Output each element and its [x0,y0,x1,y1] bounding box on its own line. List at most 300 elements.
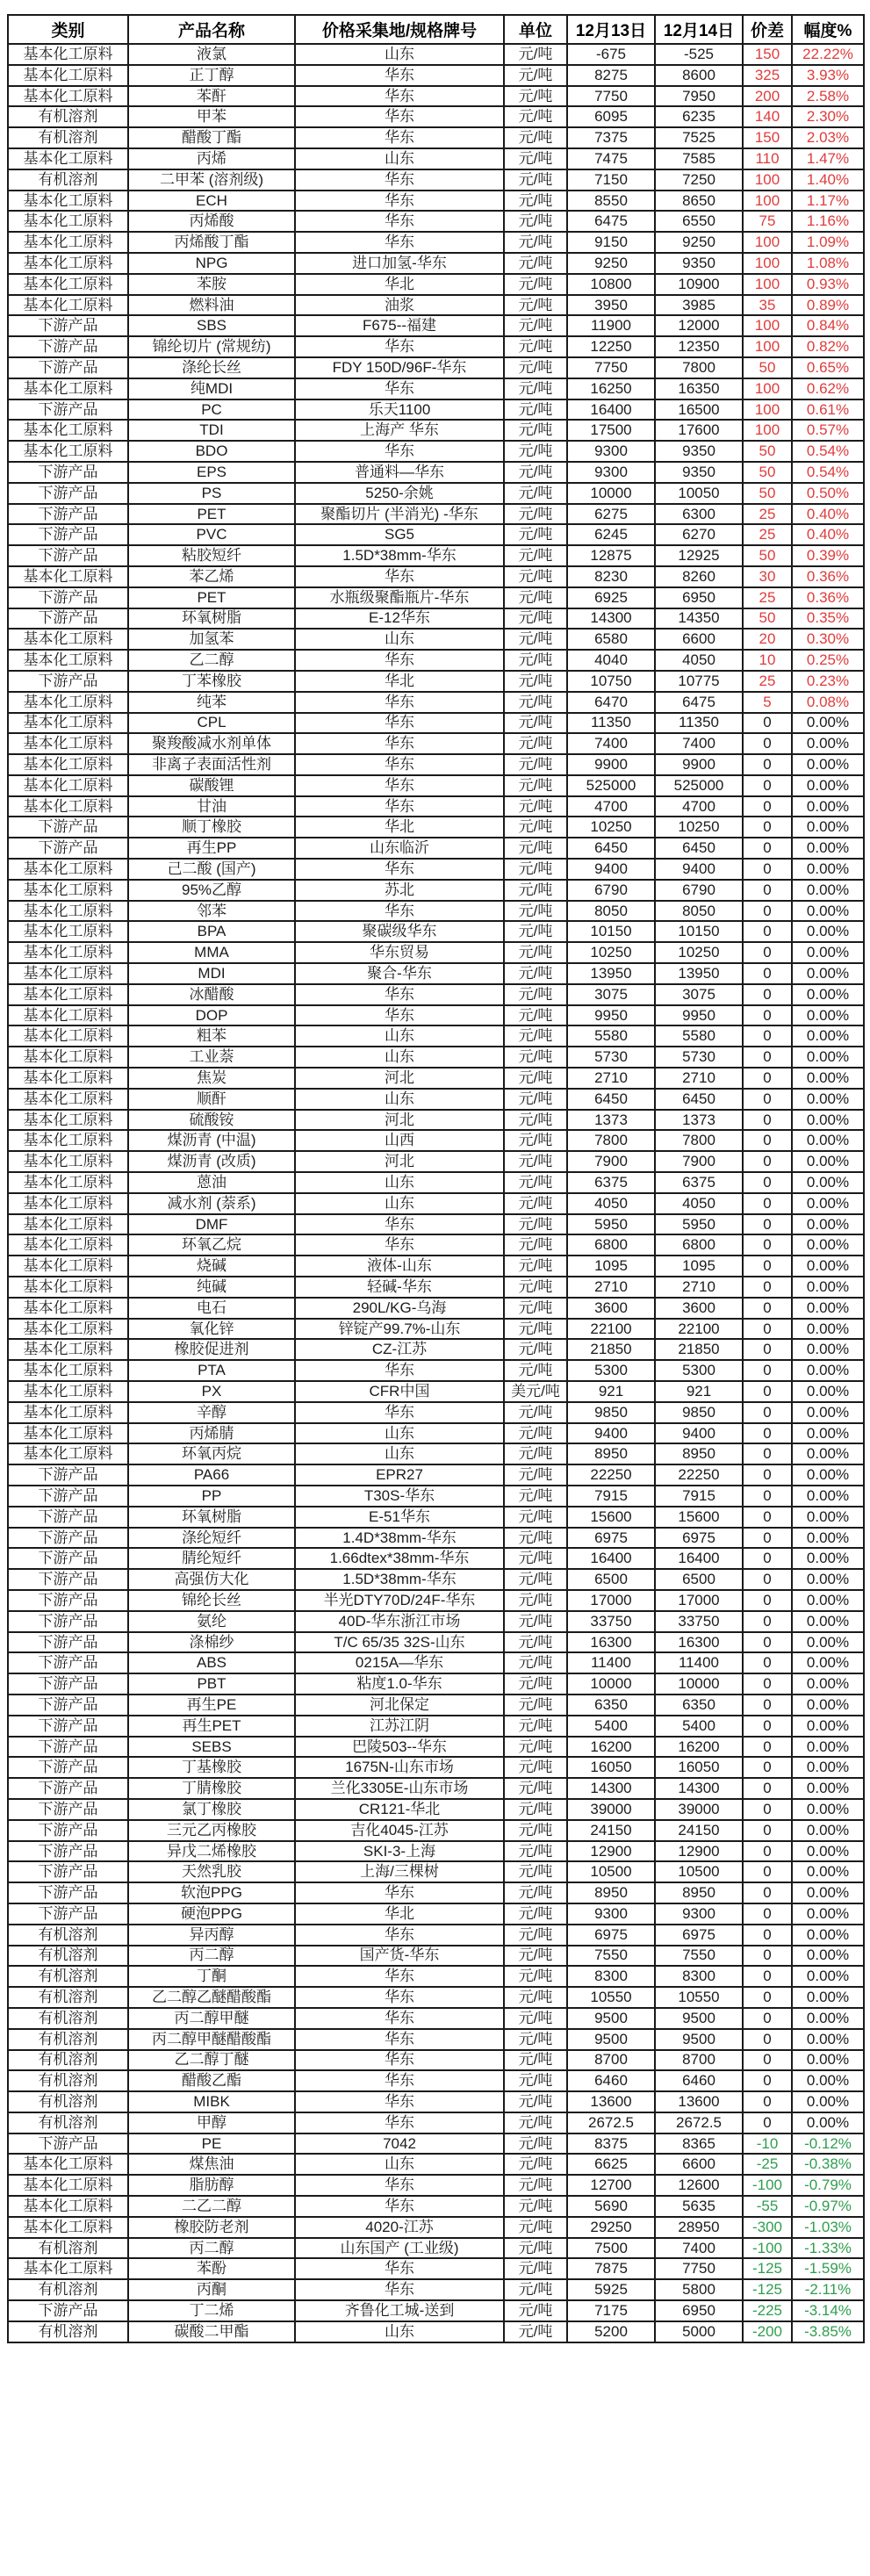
cell-product: 丙烯腈 [128,1423,295,1444]
cell-price-dec13: 6925 [567,587,655,608]
cell-unit: 元/吨 [504,713,567,734]
cell-diff: 0 [743,1778,792,1799]
cell-price-dec13: 6975 [567,1528,655,1549]
cell-unit: 元/吨 [504,357,567,378]
cell-change-pct: 0.00% [792,1193,864,1214]
cell-price-dec14: 10550 [655,1987,743,2008]
cell-change-pct: 0.61% [792,399,864,421]
cell-product: 涤纶长丝 [128,357,295,378]
table-row [8,1339,864,1360]
cell-change-pct: 0.93% [792,274,864,295]
cell-unit: 元/吨 [504,44,567,65]
table-row [8,566,864,587]
table-row [8,1130,864,1151]
cell-price-dec14: 7525 [655,127,743,148]
cell-diff: 0 [743,1632,792,1653]
cell-price-dec13: 7750 [567,86,655,107]
header-category: 类别 [8,15,128,44]
cell-spec: 华东 [295,378,504,399]
cell-change-pct: 0.00% [792,1882,864,1903]
cell-category: 基本化工原料 [8,86,128,107]
cell-spec: 山东国产 (工业级) [295,2238,504,2259]
cell-product: 三元乙丙橡胶 [128,1820,295,1841]
cell-price-dec13: 2710 [567,1277,655,1298]
cell-price-dec13: 9150 [567,232,655,253]
cell-diff: -200 [743,2321,792,2342]
cell-change-pct: -3.14% [792,2300,864,2321]
cell-price-dec13: 9300 [567,462,655,483]
cell-price-dec13: 5580 [567,1025,655,1047]
cell-diff: 0 [743,1882,792,1903]
cell-product: 醋酸乙酯 [128,2070,295,2091]
cell-diff: 0 [743,2070,792,2091]
cell-change-pct: 0.00% [792,817,864,838]
cell-spec: 华东 [295,2050,504,2071]
cell-price-dec13: 9300 [567,1903,655,1925]
cell-change-pct: 0.00% [792,1443,864,1464]
cell-product: 燃料油 [128,295,295,316]
cell-unit: 元/吨 [504,1820,567,1841]
cell-spec: E-12华东 [295,608,504,630]
cell-product: 橡胶防老剂 [128,2217,295,2238]
cell-unit: 元/吨 [504,1507,567,1528]
cell-product: 正丁醇 [128,65,295,86]
cell-spec: 油浆 [295,295,504,316]
cell-change-pct: 0.89% [792,295,864,316]
cell-change-pct: 0.00% [792,1339,864,1360]
cell-spec: 苏北 [295,880,504,901]
cell-change-pct: 0.36% [792,587,864,608]
cell-spec: 巴陵503--华东 [295,1737,504,1758]
cell-change-pct: 0.54% [792,441,864,462]
cell-price-dec13: 921 [567,1381,655,1402]
cell-category: 基本化工原料 [8,1172,128,1193]
cell-change-pct: 0.00% [792,1214,864,1235]
cell-price-dec13: 8550 [567,191,655,212]
cell-product: 乙二醇丁醚 [128,2050,295,2071]
cell-spec: 华东 [295,733,504,754]
cell-category: 基本化工原料 [8,901,128,922]
cell-change-pct: 0.00% [792,2070,864,2091]
table-row [8,1110,864,1131]
table-row [8,1903,864,1925]
cell-price-dec13: 9850 [567,1402,655,1423]
cell-diff: 0 [743,817,792,838]
cell-change-pct: 0.35% [792,608,864,630]
cell-price-dec14: 7250 [655,169,743,191]
cell-change-pct: 0.00% [792,1652,864,1673]
table-row [8,1089,864,1110]
cell-category: 下游产品 [8,587,128,608]
cell-price-dec14: 22100 [655,1319,743,1340]
cell-spec: 锌锭产99.7%-山东 [295,1319,504,1340]
cell-change-pct: 0.40% [792,504,864,525]
cell-price-dec14: 5400 [655,1716,743,1737]
cell-spec: 0215A—华东 [295,1652,504,1673]
cell-change-pct: 0.65% [792,357,864,378]
cell-change-pct: 2.03% [792,127,864,148]
cell-unit: 元/吨 [504,1778,567,1799]
cell-spec: 40D-华东浙江市场 [295,1611,504,1632]
cell-change-pct: 0.00% [792,1737,864,1758]
cell-change-pct: 0.00% [792,1298,864,1319]
cell-price-dec13: -675 [567,44,655,65]
cell-spec: 河北 [295,1110,504,1131]
table-row [8,796,864,817]
cell-spec: 华东 [295,2091,504,2112]
cell-product: 顺酐 [128,1089,295,1110]
cell-change-pct: -0.38% [792,2154,864,2175]
cell-diff: 0 [743,1256,792,1277]
cell-diff: 0 [743,1277,792,1298]
cell-unit: 元/吨 [504,1652,567,1673]
cell-category: 基本化工原料 [8,44,128,65]
cell-category: 基本化工原料 [8,1214,128,1235]
cell-price-dec13: 6580 [567,629,655,650]
cell-spec: 山东 [295,1193,504,1214]
cell-change-pct: 0.00% [792,775,864,796]
table-row [8,1319,864,1340]
table-row [8,1025,864,1047]
cell-unit: 元/吨 [504,1214,567,1235]
cell-unit: 元/吨 [504,191,567,212]
cell-price-dec13: 10000 [567,483,655,504]
cell-unit: 元/吨 [504,671,567,692]
cell-category: 基本化工原料 [8,211,128,232]
cell-change-pct: 1.08% [792,253,864,274]
cell-spec: 华东 [295,1402,504,1423]
cell-spec: 聚合-华东 [295,963,504,984]
cell-product: 丙烯酸 [128,211,295,232]
cell-diff: 0 [743,2112,792,2133]
cell-spec: 山东 [295,44,504,65]
cell-diff: 140 [743,106,792,127]
cell-change-pct: 0.84% [792,315,864,336]
cell-category: 下游产品 [8,1841,128,1862]
cell-price-dec13: 29250 [567,2217,655,2238]
cell-category: 基本化工原料 [8,1234,128,1256]
table-row [8,378,864,399]
cell-spec: 上海/三棵树 [295,1861,504,1882]
cell-diff: 25 [743,587,792,608]
cell-spec: 山东 [295,1047,504,1068]
cell-change-pct: 0.00% [792,1047,864,1068]
cell-product: SEBS [128,1737,295,1758]
cell-spec: 华东 [295,2279,504,2300]
cell-spec: T/C 65/35 32S-山东 [295,1632,504,1653]
cell-category: 有机溶剂 [8,2008,128,2029]
cell-product: 甲苯 [128,106,295,127]
cell-product: 苯酐 [128,86,295,107]
cell-change-pct: -2.11% [792,2279,864,2300]
cell-change-pct: 0.00% [792,2091,864,2112]
cell-change-pct: 0.57% [792,420,864,441]
cell-unit: 元/吨 [504,2217,567,2238]
cell-category: 有机溶剂 [8,2279,128,2300]
cell-unit: 元/吨 [504,1632,567,1653]
table-row [8,1423,864,1444]
cell-price-dec14: 7800 [655,1130,743,1151]
cell-diff: 0 [743,1569,792,1590]
cell-price-dec14: 5300 [655,1360,743,1381]
table-row [8,942,864,963]
cell-product: 电石 [128,1298,295,1319]
table-row [8,984,864,1005]
cell-product: 环氧乙烷 [128,1234,295,1256]
cell-unit: 元/吨 [504,942,567,963]
cell-price-dec13: 10250 [567,942,655,963]
cell-diff: 0 [743,1987,792,2008]
cell-price-dec14: 4050 [655,1193,743,1214]
cell-category: 下游产品 [8,462,128,483]
cell-price-dec13: 9900 [567,754,655,775]
cell-product: 邻苯 [128,901,295,922]
cell-change-pct: 0.00% [792,1716,864,1737]
cell-spec: 半光DTY70D/24F-华东 [295,1590,504,1611]
cell-spec: 290L/KG-乌海 [295,1298,504,1319]
cell-diff: 5 [743,692,792,713]
cell-spec: 华东 [295,232,504,253]
cell-category: 基本化工原料 [8,2217,128,2238]
cell-spec: 山东 [295,1172,504,1193]
cell-change-pct: 0.50% [792,483,864,504]
cell-spec: 华东 [295,86,504,107]
cell-diff: -100 [743,2238,792,2259]
cell-diff: 0 [743,921,792,942]
cell-change-pct: 0.39% [792,545,864,566]
cell-product: 辛醇 [128,1402,295,1423]
cell-price-dec13: 10250 [567,817,655,838]
cell-price-dec14: 6975 [655,1925,743,1946]
cell-price-dec14: 9400 [655,859,743,880]
cell-category: 有机溶剂 [8,1966,128,1987]
cell-unit: 元/吨 [504,2070,567,2091]
cell-diff: 0 [743,2091,792,2112]
cell-diff: 0 [743,1716,792,1737]
cell-product: 异戊二烯橡胶 [128,1841,295,1862]
cell-spec: 华东 [295,106,504,127]
cell-change-pct: 0.00% [792,1486,864,1507]
cell-product: 异丙醇 [128,1925,295,1946]
cell-diff: 100 [743,169,792,191]
cell-product: EPS [128,462,295,483]
cell-price-dec14: 8650 [655,191,743,212]
cell-unit: 元/吨 [504,733,567,754]
cell-product: 顺丁橡胶 [128,817,295,838]
table-row [8,274,864,295]
cell-change-pct: 0.00% [792,1841,864,1862]
table-row [8,191,864,212]
cell-category: 基本化工原料 [8,1298,128,1319]
chemical-price-table [7,14,865,2343]
cell-diff: 0 [743,1025,792,1047]
header-price-dec14: 12月14日 [655,15,743,44]
cell-spec: 1675N-山东市场 [295,1757,504,1778]
table-row [8,315,864,336]
cell-price-dec13: 12875 [567,545,655,566]
cell-product: 橡胶促进剂 [128,1339,295,1360]
cell-diff: 0 [743,1193,792,1214]
cell-spec: 山东临沂 [295,838,504,859]
cell-product: 环氧丙烷 [128,1443,295,1464]
table-row [8,963,864,984]
cell-unit: 元/吨 [504,1443,567,1464]
cell-diff: 0 [743,1486,792,1507]
table-row [8,1820,864,1841]
table-row [8,1548,864,1569]
cell-price-dec14: 6600 [655,629,743,650]
cell-product: MDI [128,963,295,984]
table-row [8,1360,864,1381]
cell-unit: 元/吨 [504,1695,567,1716]
cell-unit: 元/吨 [504,2154,567,2175]
cell-spec: 华东 [295,1966,504,1987]
cell-change-pct: 0.00% [792,1695,864,1716]
cell-unit: 元/吨 [504,483,567,504]
cell-price-dec14: 14350 [655,608,743,630]
cell-price-dec13: 6790 [567,880,655,901]
cell-price-dec13: 11900 [567,315,655,336]
cell-price-dec14: 6475 [655,692,743,713]
cell-unit: 元/吨 [504,2300,567,2321]
cell-product: 醋酸丁酯 [128,127,295,148]
cell-diff: 0 [743,1130,792,1151]
cell-change-pct: 0.00% [792,1966,864,1987]
cell-category: 有机溶剂 [8,2112,128,2133]
table-row [8,859,864,880]
cell-diff: 0 [743,1925,792,1946]
cell-unit: 元/吨 [504,336,567,357]
cell-change-pct: 0.08% [792,692,864,713]
cell-change-pct: 2.30% [792,106,864,127]
cell-diff: 0 [743,1234,792,1256]
cell-diff: 0 [743,1464,792,1486]
cell-category: 下游产品 [8,1861,128,1882]
cell-price-dec13: 33750 [567,1611,655,1632]
cell-price-dec13: 16300 [567,1632,655,1653]
table-row [8,587,864,608]
cell-price-dec14: 6270 [655,524,743,545]
cell-change-pct: -1.03% [792,2217,864,2238]
cell-product: NPG [128,253,295,274]
cell-spec: 华东 [295,754,504,775]
cell-spec: 齐鲁化工城-送到 [295,2300,504,2321]
cell-price-dec14: 4050 [655,650,743,671]
cell-price-dec13: 6500 [567,1569,655,1590]
cell-price-dec14: 10050 [655,483,743,504]
cell-spec: 华东 [295,796,504,817]
cell-category: 有机溶剂 [8,2029,128,2050]
cell-price-dec14: 5950 [655,1214,743,1235]
cell-price-dec13: 16250 [567,378,655,399]
cell-unit: 元/吨 [504,211,567,232]
cell-spec: 兰化3305E-山东市场 [295,1778,504,1799]
cell-price-dec13: 17500 [567,420,655,441]
cell-product: 甘油 [128,796,295,817]
cell-spec: 华东 [295,1214,504,1235]
cell-category: 下游产品 [8,1507,128,1528]
cell-unit: 元/吨 [504,1402,567,1423]
cell-price-dec14: 3075 [655,984,743,1005]
cell-category: 下游产品 [8,1716,128,1737]
cell-change-pct: 0.36% [792,566,864,587]
cell-spec: 山东 [295,629,504,650]
cell-category: 有机溶剂 [8,1946,128,1967]
cell-price-dec13: 4040 [567,650,655,671]
cell-price-dec14: 9900 [655,754,743,775]
cell-spec: 华北 [295,274,504,295]
table-row [8,441,864,462]
cell-price-dec14: 7400 [655,2238,743,2259]
cell-diff: 0 [743,1172,792,1193]
cell-price-dec14: 16500 [655,399,743,421]
cell-spec: 华东 [295,775,504,796]
cell-price-dec14: 9950 [655,1005,743,1026]
table-row [8,838,864,859]
cell-change-pct: 0.00% [792,1528,864,1549]
cell-category: 基本化工原料 [8,1005,128,1026]
cell-price-dec14: 6790 [655,880,743,901]
cell-change-pct: 0.00% [792,942,864,963]
cell-diff: 0 [743,2008,792,2029]
cell-product: 涤棉纱 [128,1632,295,1653]
cell-change-pct: 0.40% [792,524,864,545]
cell-category: 下游产品 [8,671,128,692]
cell-price-dec14: 7550 [655,1946,743,1967]
cell-unit: 元/吨 [504,524,567,545]
cell-product: 丙二醇 [128,1946,295,1967]
cell-price-dec14: 8050 [655,901,743,922]
cell-product: 蒽油 [128,1172,295,1193]
cell-unit: 元/吨 [504,2008,567,2029]
cell-product: 焦炭 [128,1068,295,1089]
cell-unit: 元/吨 [504,65,567,86]
cell-price-dec13: 10750 [567,671,655,692]
cell-spec: 华东 [295,984,504,1005]
cell-product: 氨纶 [128,1611,295,1632]
table-row [8,86,864,107]
cell-unit: 元/吨 [504,754,567,775]
cell-category: 下游产品 [8,1569,128,1590]
table-row [8,336,864,357]
cell-spec: 1.5D*38mm-华东 [295,1569,504,1590]
cell-change-pct: 0.62% [792,378,864,399]
cell-category: 有机溶剂 [8,169,128,191]
cell-unit: 元/吨 [504,1946,567,1967]
cell-product: PA66 [128,1464,295,1486]
cell-diff: 75 [743,211,792,232]
cell-category: 基本化工原料 [8,921,128,942]
cell-change-pct: 0.00% [792,1423,864,1444]
cell-diff: 0 [743,838,792,859]
cell-spec: 华东 [295,127,504,148]
cell-price-dec13: 3600 [567,1298,655,1319]
cell-product: 液氯 [128,44,295,65]
cell-category: 下游产品 [8,1486,128,1507]
cell-unit: 元/吨 [504,148,567,169]
cell-spec: 华东 [295,2175,504,2196]
cell-unit: 元/吨 [504,295,567,316]
cell-category: 有机溶剂 [8,2070,128,2091]
cell-category: 下游产品 [8,1757,128,1778]
cell-category: 基本化工原料 [8,775,128,796]
cell-product: 苯酚 [128,2258,295,2279]
cell-diff: 50 [743,441,792,462]
cell-product: 高强仿大化 [128,1569,295,1590]
cell-diff: 100 [743,253,792,274]
cell-product: 冰醋酸 [128,984,295,1005]
cell-category: 下游产品 [8,1799,128,1820]
